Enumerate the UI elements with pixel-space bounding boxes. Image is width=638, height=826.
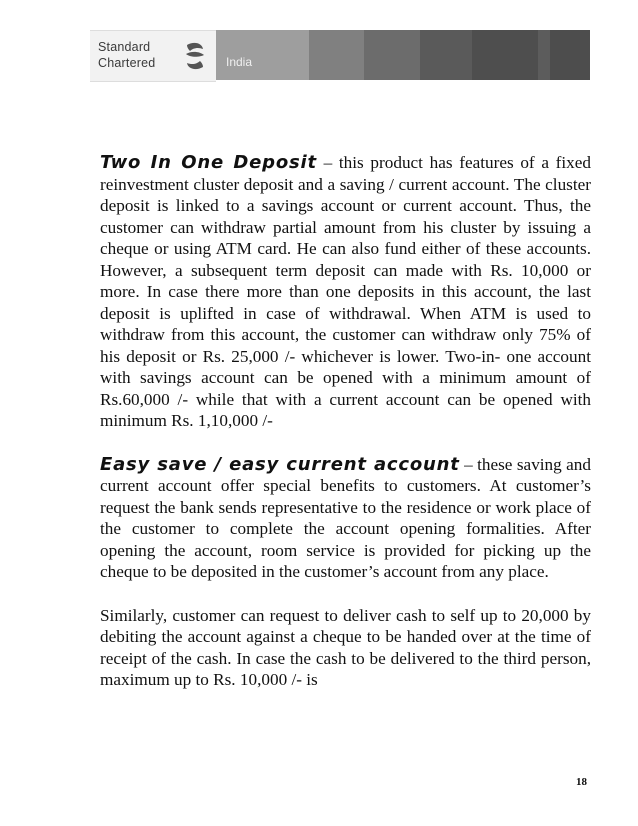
section-heading: Easy save / easy current account [100, 453, 460, 475]
paragraph-easy-save [100, 454, 591, 583]
header-band [550, 30, 590, 80]
standard-chartered-logo-icon [182, 41, 208, 71]
header-band-region [216, 30, 309, 80]
logo-line-2: Chartered [98, 56, 156, 70]
header-band [364, 30, 420, 80]
paragraph-two-in-one-deposit [100, 152, 591, 432]
logo [90, 30, 216, 82]
document-body [100, 152, 591, 691]
header-band [420, 30, 472, 80]
header-band [472, 30, 538, 80]
paragraph-text: – these saving and current account offer special benefits to customers. At customer’s request the bank sends representative to the residence or work place of the customer to complete the account opening formalities. After opening the account, room service is provided for picking up the cheque to be deposited in the customer’s account from any place. [100, 454, 591, 581]
logo-line-1: Standard [98, 40, 151, 54]
header-band [538, 30, 550, 80]
logo-text [98, 39, 155, 71]
header-banner [90, 30, 590, 80]
header-band [309, 30, 364, 80]
page-number: 18 [576, 776, 587, 788]
section-heading: Two In One Deposit [100, 152, 317, 173]
paragraph-text: Similarly, customer can request to deliver cash to self up to 20,000 by debiting the account against a cheque to be handed over at the time of receipt of the cash. In case the cash to be delivered to the third person, maximum up to Rs. 10,000 /- is [100, 605, 591, 689]
paragraph-text: – this product has features of a fixed reinvestment cluster deposit and a saving / current account. The cluster deposit is linked to a savings account or current account. Thus, the customer can withdraw partial amount from his cluster by issuing a cheque or using ATM card. He can also fund either of these accounts. However, a subsequent term deposit can made with Rs. 10,000 or more. In case there more than one deposits in this account, the last deposit is uplifted in case of withdrawal. When ATM is used to withdraw from this account, the customer can withdraw only 75% of his deposit or Rs. 25,000 /- whichever is lower. Two-in- one account with savings account can be opened with a minimum amount of Rs.60,000 /- while that with a current account can be opened with minimum Rs. 1,10,000 /- [100, 153, 591, 430]
paragraph-cash-delivery [100, 605, 591, 691]
region-label: India [226, 55, 253, 69]
